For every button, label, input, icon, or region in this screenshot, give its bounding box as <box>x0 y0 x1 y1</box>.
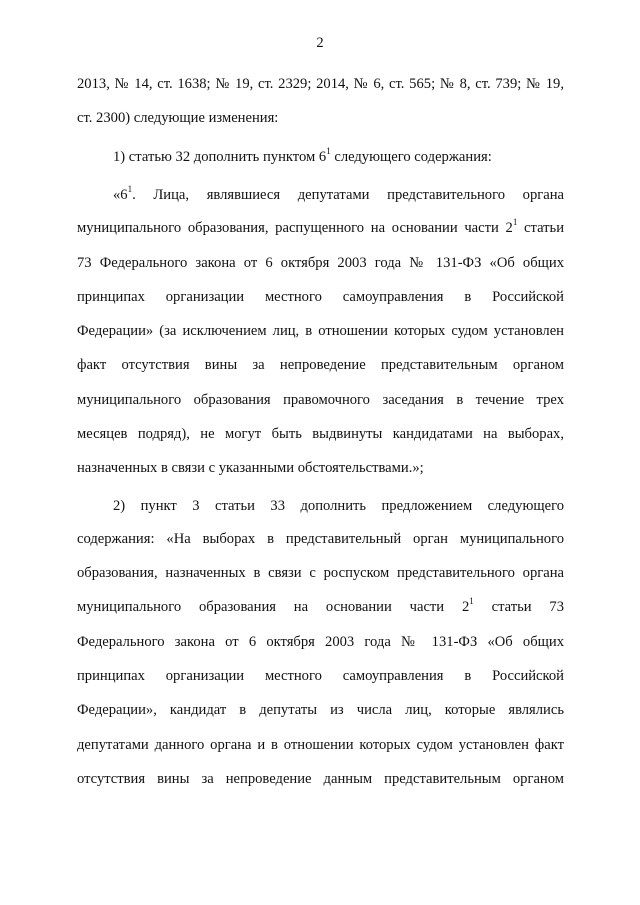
text-line: принципах организации местного самоуправления в Российской <box>77 668 564 684</box>
superscript: 1 <box>469 596 474 607</box>
text-line: Федерации», кандидат в депутаты из числа лиц, которые являлись <box>77 702 564 718</box>
text-line <box>77 597 564 617</box>
text-run: «6 <box>113 187 128 203</box>
text-line: образования, назначенных в связи с роспуском представительного органа <box>77 565 564 581</box>
text-line: муниципального образования правомочного заседания в течение трех <box>77 392 564 408</box>
text-line: 73 Федерального закона от 6 октября 2003 года № 131-ФЗ «Об общих <box>77 255 564 271</box>
text-line: Федерального закона от 6 октября 2003 года № 131-ФЗ «Об общих <box>77 634 564 650</box>
text-run: 1) статью 32 дополнить пунктом 6 <box>113 149 327 165</box>
text-line: назначенных в связи с указанными обстоятельствами.»; <box>77 460 424 476</box>
text-line: ст. 2300) следующие изменения: <box>77 110 279 126</box>
text-run: муниципального образования, распущенного на основании части 2 <box>77 220 513 236</box>
text-line <box>113 185 564 205</box>
text-line: Федерации» (за исключением лиц, в отношении которых судом установлен <box>77 323 564 339</box>
text-line <box>77 218 564 238</box>
superscript: 1 <box>326 146 331 157</box>
text-line <box>113 147 564 167</box>
text-run: . Лица, являвшиеся депутатами представительного органа <box>132 187 564 203</box>
text-run: следующего содержания: <box>330 149 492 165</box>
text-run: статьи 73 <box>473 599 564 615</box>
page-number: 2 <box>316 35 324 51</box>
superscript: 1 <box>127 184 133 195</box>
text-line: депутатами данного органа и в отношении которых судом установлен факт <box>77 737 564 753</box>
text-line: отсутствия вины за непроведение данным представительным органом <box>77 771 564 787</box>
text-line: месяцев подряд), не могут быть выдвинуты кандидатами на выборах, <box>77 426 564 442</box>
superscript: 1 <box>512 217 518 228</box>
text-line: 2013, № 14, ст. 1638; № 19, ст. 2329; 2014, № 6, ст. 565; № 8, ст. 739; № 19, <box>77 76 564 92</box>
text-line: содержания: «На выборах в представительный орган муниципального <box>77 531 564 547</box>
text-line: 2) пункт 3 статьи 33 дополнить предложением следующего <box>113 498 564 514</box>
text-run: муниципального образования на основании части 2 <box>77 599 470 615</box>
text-line: факт отсутствия вины за непроведение представительным органом <box>77 357 564 373</box>
text-line: принципах организации местного самоуправления в Российской <box>77 289 564 305</box>
text-run: статьи <box>517 220 565 236</box>
